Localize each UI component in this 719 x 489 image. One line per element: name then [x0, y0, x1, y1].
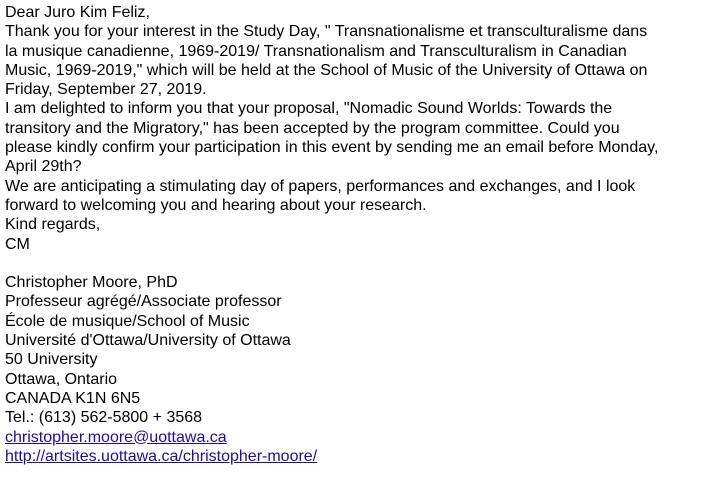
signature-department: École de musique/School of Music: [5, 312, 250, 330]
website-link[interactable]: http://artsites.uottawa.ca/christopher-moore/: [5, 447, 318, 465]
closing: Kind regards,: [5, 216, 101, 234]
email-link[interactable]: christopher.moore@uottawa.ca: [5, 428, 227, 446]
body-line: Thank you for your interest in the Study Day, " Transnationalisme et transculturalisme dans: [5, 23, 648, 41]
spacer: [5, 254, 719, 273]
greeting: Dear Juro Kim Feliz,: [5, 4, 150, 21]
signature-block: [5, 273, 719, 466]
body-line: Music, 1969-2019," which will be held at the School of Music of the University of Ottawa on: [5, 61, 648, 79]
signature-city: Ottawa, Ontario: [5, 370, 118, 388]
email-body: [5, 22, 719, 215]
sender-initials: CM: [5, 235, 30, 253]
signature-website-line: [5, 447, 719, 466]
signature-postal: CANADA K1N 6N5: [5, 389, 141, 407]
signature-university: Université d'Ottawa/University of Ottawa: [5, 332, 291, 350]
body-line: forward to welcoming you and hearing about your research.: [5, 196, 427, 214]
body-line: Friday, September 27, 2019.: [5, 81, 207, 99]
body-line: I am delighted to inform you that your proposal, "Nomadic Sound Worlds: Towards the: [5, 100, 613, 118]
body-line: April 29th?: [5, 158, 82, 176]
signature-phone: Tel.: (613) 562-5800 + 3568: [5, 409, 203, 427]
signature-email-line: [5, 428, 719, 447]
body-line: please kindly confirm your participation in this event by sending me an email before Monday,: [5, 139, 659, 157]
body-line: transitory and the Migratory," has been accepted by the program committee. Could you: [5, 119, 620, 137]
signature-title: Professeur agrégé/Associate professor: [5, 293, 282, 311]
signature-name: Christopher Moore, PhD: [5, 274, 178, 292]
signature-street: 50 University: [5, 351, 98, 369]
body-line: la musique canadienne, 1969-2019/ Transnationalism and Transculturalism in Canadian: [5, 42, 627, 60]
body-line: We are anticipating a stimulating day of papers, performances and exchanges, and I look: [5, 177, 636, 195]
